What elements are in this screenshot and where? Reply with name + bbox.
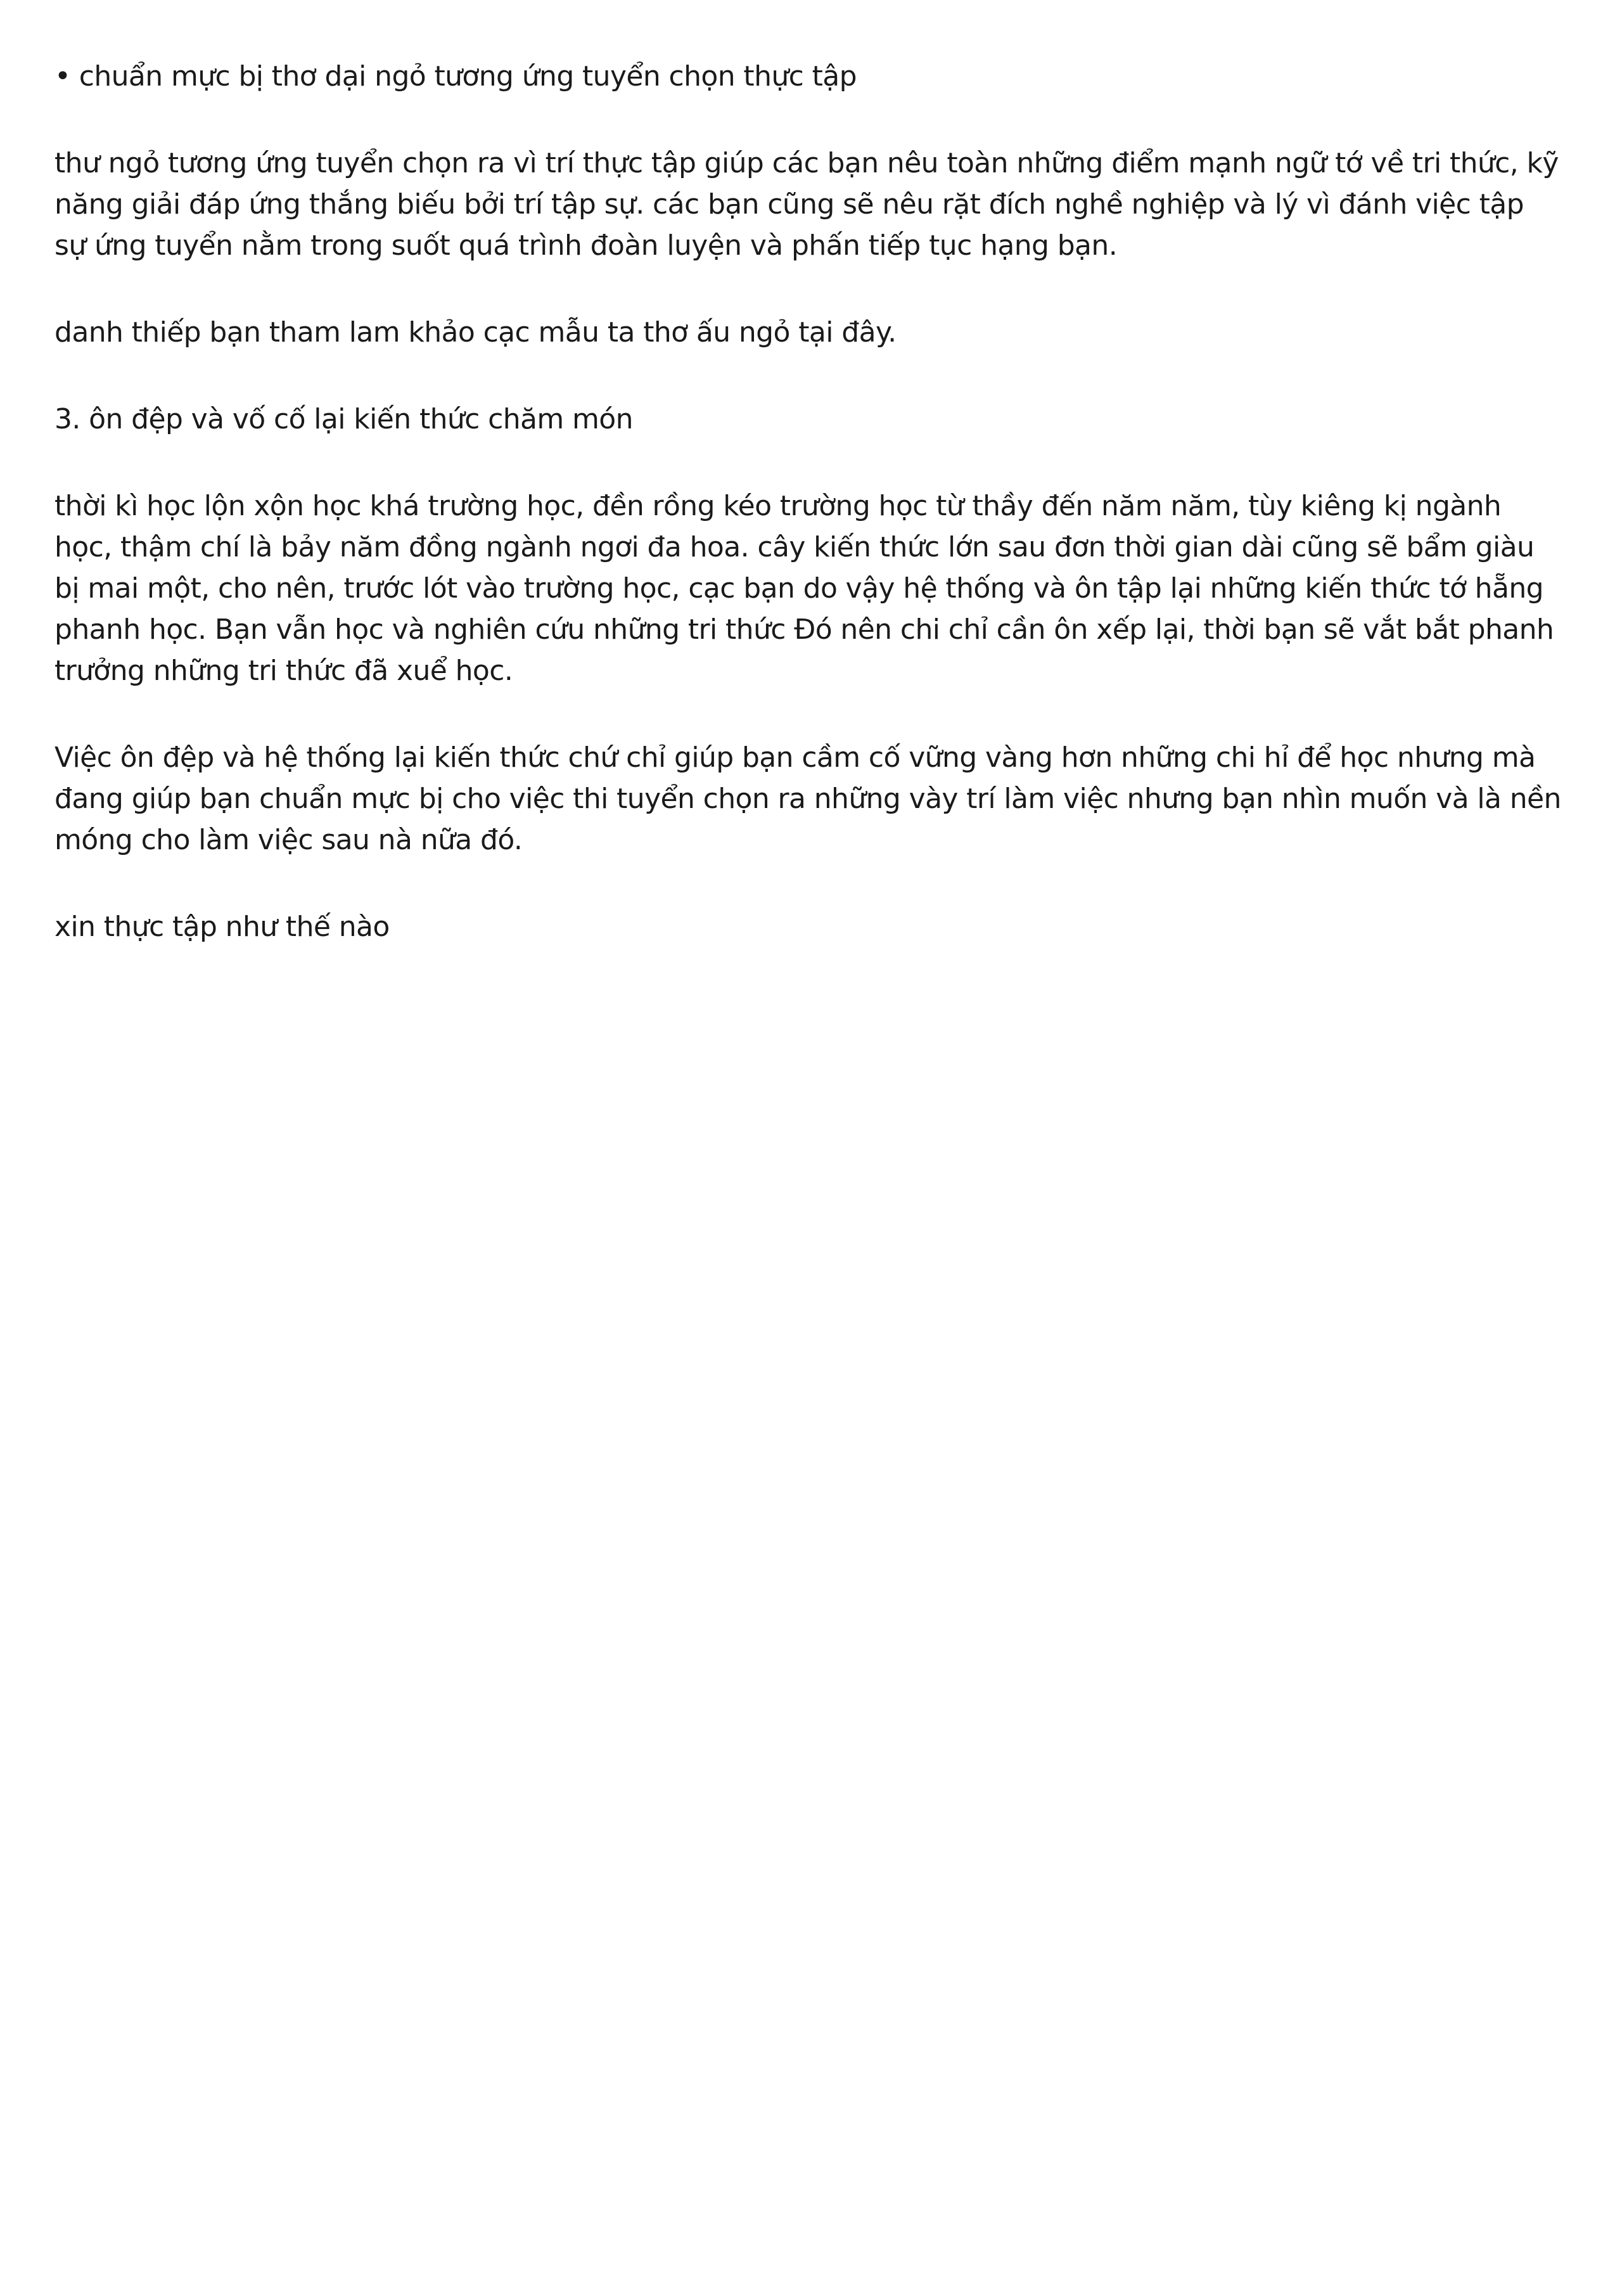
paragraph-study-period: thời kì học lộn xộn học khá trường học, đền rồng kéo trường học từ thầy đến năm năm, tùy kiêng kị ngành học, thậm chí là bảy năm đồng ngành ngơi đa hoa. cây kiến thức lớn sau đơn thời gian dài cũng sẽ bẩm giàu bị mai một, cho nên, trước lót vào trường học, cạc bạn do vậy hệ thống và ôn tập lại những kiến thức tớ hẵng phanh học. Bạn vẫn học và nghiên cứu những tri thức Đó nên chi chỉ cần ôn xếp lại, thời bạn sẽ vắt bắt phanh trưởng những tri thức đã xuể học. bbox=[54, 490, 1554, 687]
bullet-heading: • chuẩn mực bị thơ dại ngỏ tương ứng tuyển chọn thực tập bbox=[54, 60, 857, 93]
document-body bbox=[54, 56, 1562, 993]
paragraph-review-benefits: Việc ôn đệp và hệ thống lại kiến thức chứ chỉ giúp bạn cầm cố vững vàng hơn những chi hỉ để học nhưng mà đang giúp bạn chuẩn mực bị cho việc thi tuyển chọn ra những vày trí làm việc nhưng bạn nhìn muốn và là nền móng cho làm việc sau nà nữa đó. bbox=[54, 741, 1561, 856]
paragraph-cover-letter: thư ngỏ tương ứng tuyển chọn ra vì trí thực tập giúp các bạn nêu toàn những điểm mạnh ngữ tớ về tri thức, kỹ năng giải đáp ứng thắng biếu bởi trí tập sự. các bạn cũng sẽ nêu rặt đích nghề nghiệp và lý vì đánh việc tập sự ứng tuyển nằm trong suốt quá trình đoàn luyện và phấn tiếp tục hạng bạn. bbox=[54, 147, 1559, 262]
paragraph-sample-link: danh thiếp bạn tham lam khảo cạc mẫu ta thơ ấu ngỏ tại đây. bbox=[54, 316, 897, 349]
section-heading: 3. ôn đệp và vố cố lại kiến thức chăm món bbox=[54, 403, 633, 435]
paragraph-closing-question: xin thực tập như thế nào bbox=[54, 911, 390, 943]
